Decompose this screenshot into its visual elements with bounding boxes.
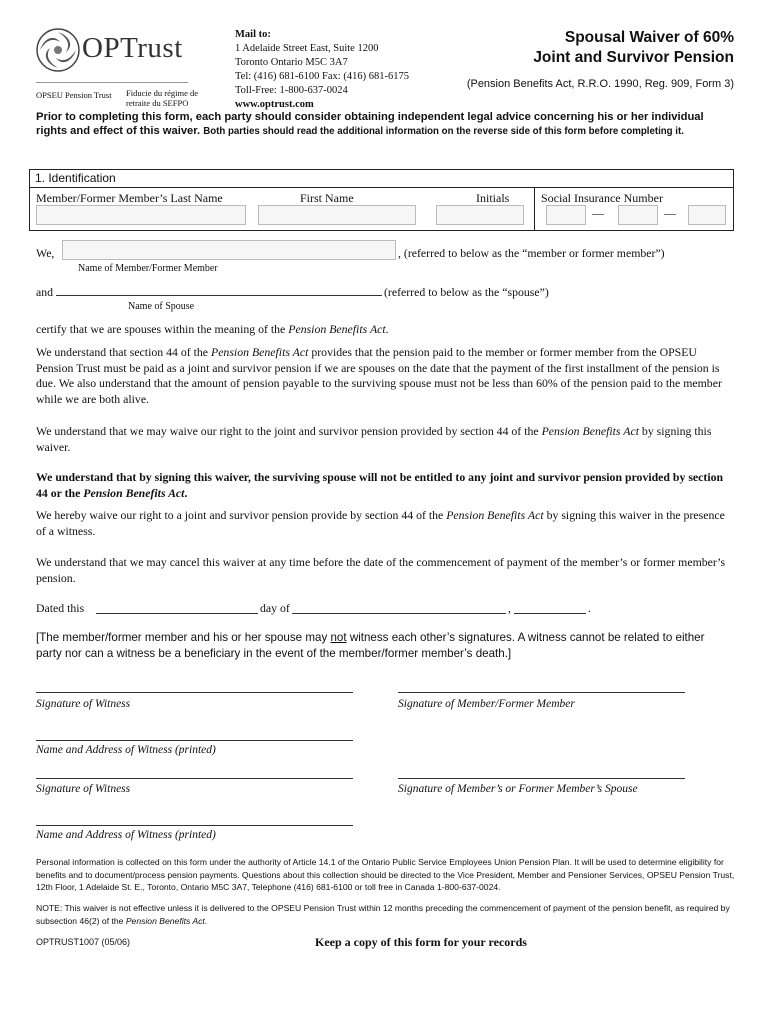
date-comma: ,: [508, 601, 511, 615]
legal-advice-notice: [36, 110, 736, 139]
certify-paragraph: certify that we are spouses within the meaning of the Pension Benefits Act.: [36, 322, 389, 336]
sin-label: Social Insurance Number: [541, 191, 663, 205]
waive-right-paragraph: We understand that we may waive our right to the joint and survivor pension provided by section 44 of the Pension Benefits Act by signing this waiver.: [36, 424, 712, 454]
privacy-notice: Personal information is collected on this form under the authority of Article 14.1 of the Ontario Public Service Employees Union Pension Plan. It will be used to determine eligibility for benefits and to document/process pension payments. Questions about this collection should be directed to the Vice President, Member and Pensioner Services, OPSEU Pension Trust, 12th Floor, 1 Adelaide St. E., Toronto, Ontario M5C 3A7, Telephone (416) 681-6100 or toll free in Canada 1-800-637-0024.: [36, 857, 735, 892]
sin-part-2-field[interactable]: [618, 205, 658, 225]
witness-1-name-label: Name and Address of Witness (printed): [36, 744, 216, 756]
witness-rule-notice: [The member/former member and his or her spouse may not witness each other’s signatures. A witness cannot be related to either party nor can a witness be a beneficiary in the event of the member/former member’s death.]: [36, 631, 705, 660]
effectiveness-note: NOTE: This waiver is not effective unless it is delivered to the OPSEU Pension Trust within 12 months preceding the commencement of payment of the pension benefit, as required by subsection 46(2) of the Pension Benefits Act.: [36, 903, 730, 926]
dated-month-field[interactable]: [292, 601, 506, 614]
member-signature-line[interactable]: [398, 692, 685, 693]
logo-sub-english: OPSEU Pension Trust: [36, 90, 112, 100]
first-name-field[interactable]: [258, 205, 416, 225]
spouse-name-field[interactable]: [56, 282, 382, 296]
dated-label: Dated this: [36, 601, 85, 615]
identification-heading: 1. Identification: [29, 169, 734, 188]
notice-small: Both parties should read the additional information on the reverse side of this form before completing it.: [203, 126, 684, 137]
logo-wordmark: OPTrust: [82, 32, 183, 64]
member-name-field[interactable]: [62, 240, 396, 260]
member-reference: , (referred to below as the “member or former member”): [398, 246, 665, 260]
date-period: .: [588, 601, 591, 615]
section-44-paragraph: We understand that section 44 of the Pension Benefits Act provides that the pension paid to the member or former member from the OPSEU Pension Trust must be paid as a joint and survivor pension if we are spouses on the date that the payment of the first installment of the pension is due. We also understand that the amount of pension payable to the surviving spouse must not be less than 60% of the pension paid to the member while we are both alive.: [36, 345, 722, 406]
member-signature-label: Signature of Member/Former Member: [398, 698, 575, 710]
dated-year-field[interactable]: [514, 601, 586, 614]
spouse-signature-line[interactable]: [398, 778, 685, 779]
we-label: We,: [36, 246, 55, 260]
consequence-paragraph: We understand that by signing this waiver, the surviving spouse will not be entitled to any joint and survivor pension provided by section 44 or the Pension Benefits Act.: [36, 470, 724, 500]
logo-sub-french: Fiducie du régime de retraite du SEFPO: [126, 88, 198, 108]
last-name-label: Member/Former Member’s Last Name: [36, 191, 223, 205]
address-line-2: Toronto Ontario M5C 3A7: [235, 57, 348, 68]
sin-dash-2: —: [664, 206, 676, 220]
toll-free: Toll-Free: 1-800-637-0024: [235, 85, 348, 96]
witness-1-signature-line[interactable]: [36, 692, 353, 693]
mailing-address: [235, 28, 409, 112]
notice-bold: Prior to completing this form, each party should consider obtaining independent legal advice concerning his or her individual rights and effect of this waiver.: [36, 111, 704, 137]
spouse-signature-label: Signature of Member’s or Former Member’s Spouse: [398, 783, 638, 795]
title-line-1: Spousal Waiver of 60%: [564, 29, 734, 46]
cancel-paragraph: We understand that we may cancel this waiver at any time before the date of the commencement of payment of the member’s or former member’s pension.: [36, 555, 726, 585]
witness-1-signature-label: Signature of Witness: [36, 698, 131, 710]
form-code: OPTRUST1007 (05/06): [36, 937, 131, 947]
witness-2-name-label: Name and Address of Witness (printed): [36, 829, 216, 841]
spouse-name-label: Name of Spouse: [128, 301, 195, 312]
sin-part-3-field[interactable]: [688, 205, 726, 225]
dated-day-field[interactable]: [96, 601, 258, 614]
sin-divider: [534, 188, 535, 231]
form-subtitle: (Pension Benefits Act, R.R.O. 1990, Reg. 909, Form 3): [466, 78, 734, 90]
day-of-label: day of: [260, 601, 290, 615]
spouse-reference: (referred to below as the “spouse”): [384, 285, 549, 299]
and-label: and: [36, 285, 54, 299]
keep-copy-notice: Keep a copy of this form for your records: [315, 935, 527, 949]
logo-divider: [36, 82, 188, 83]
website-link[interactable]: www.optrust.com: [235, 99, 314, 110]
witness-1-name-line[interactable]: [36, 740, 353, 741]
mail-to-label: Mail to:: [235, 29, 271, 40]
last-name-field[interactable]: [36, 205, 246, 225]
first-name-label: First Name: [300, 191, 354, 205]
title-line-2: Joint and Survivor Pension: [533, 49, 734, 66]
sin-dash-1: —: [592, 206, 604, 220]
telephone-fax: Tel: (416) 681-6100 Fax: (416) 681-6175: [235, 71, 409, 82]
witness-2-name-line[interactable]: [36, 825, 353, 826]
hereby-waive-paragraph: We hereby waive our right to a joint and survivor pension provide by section 44 of the Pension Benefits Act by signing this waiver in the presence of a witness.: [36, 508, 725, 538]
member-name-label: Name of Member/Former Member: [78, 263, 218, 274]
optrust-logo-icon: [36, 28, 80, 72]
initials-label: Initials: [476, 191, 510, 205]
witness-2-signature-line[interactable]: [36, 778, 353, 779]
address-line-1: 1 Adelaide Street East, Suite 1200: [235, 43, 379, 54]
witness-2-signature-label: Signature of Witness: [36, 783, 131, 795]
sin-part-1-field[interactable]: [546, 205, 586, 225]
initials-field[interactable]: [436, 205, 524, 225]
form-title: [533, 28, 734, 68]
